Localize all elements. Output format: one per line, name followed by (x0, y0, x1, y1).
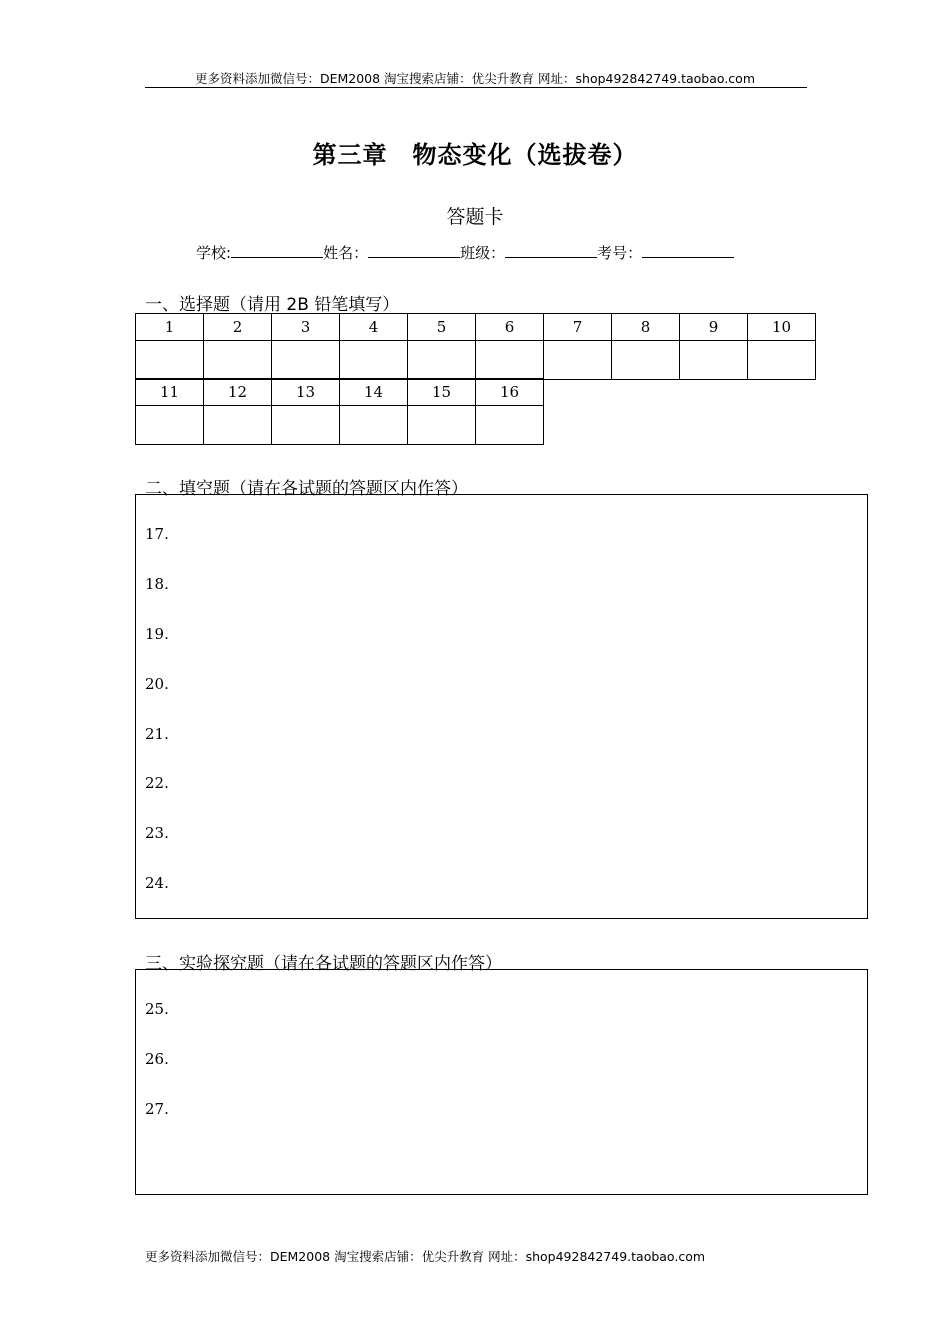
choice-number: 5 (408, 314, 476, 341)
page-title: 第三章 物态变化（选拔卷） (312, 141, 638, 169)
choice-number: 12 (204, 379, 272, 406)
choice-answer-cell[interactable] (136, 406, 204, 445)
choice-answer-row (136, 406, 544, 445)
experiment-answer-box[interactable] (135, 969, 868, 1195)
exam-number-label: 考号： (597, 244, 643, 262)
question-label: 25. (145, 1000, 169, 1018)
choice-answer-cell[interactable] (408, 341, 476, 380)
school-field[interactable] (231, 243, 323, 258)
choice-number: 1 (136, 314, 204, 341)
choice-answer-cell[interactable] (476, 341, 544, 380)
question-label: 21. (145, 725, 169, 743)
choice-number: 11 (136, 379, 204, 406)
name-label: 姓名： (323, 244, 369, 262)
choice-number: 8 (612, 314, 680, 341)
question-label: 22. (145, 774, 169, 792)
choice-answer-cell[interactable] (272, 341, 340, 380)
choice-number: 7 (544, 314, 612, 341)
choice-answer-cell[interactable] (748, 341, 816, 380)
page-footer-text: 更多资料添加微信号：DEM2008 淘宝搜索店铺：优尖升教育 网址：shop492842749.taobao.com (145, 1249, 706, 1264)
question-label: 27. (145, 1100, 169, 1118)
class-label: 班级： (460, 244, 506, 262)
question-label: 17. (145, 525, 169, 543)
choice-number-row (136, 314, 816, 341)
section-2-title: 二、填空题（请在各试题的答题区内作答） (145, 479, 468, 499)
choice-answer-cell[interactable] (340, 341, 408, 380)
section-1-title: 一、选择题（请用 2B 铅笔填写） (145, 295, 400, 315)
choice-answer-cell[interactable] (476, 406, 544, 445)
choice-answer-cell[interactable] (544, 341, 612, 380)
choice-answer-cell[interactable] (204, 406, 272, 445)
choice-number: 15 (408, 379, 476, 406)
question-label: 24. (145, 874, 169, 892)
choice-answer-cell[interactable] (612, 341, 680, 380)
choice-number: 13 (272, 379, 340, 406)
choice-answer-cell[interactable] (680, 341, 748, 380)
choice-answer-cell[interactable] (272, 406, 340, 445)
name-field[interactable] (368, 243, 460, 258)
choice-grid-row-2 (135, 378, 544, 445)
choice-answer-cell[interactable] (340, 406, 408, 445)
choice-answer-cell[interactable] (204, 341, 272, 380)
choice-number: 4 (340, 314, 408, 341)
question-label: 23. (145, 824, 169, 842)
choice-number: 3 (272, 314, 340, 341)
choice-grid-row-1 (135, 313, 816, 380)
page-header-text: 更多资料添加微信号：DEM2008 淘宝搜索店铺：优尖升教育 网址：shop492842749.taobao.com (194, 71, 756, 86)
choice-number: 6 (476, 314, 544, 341)
choice-number: 10 (748, 314, 816, 341)
question-label: 26. (145, 1050, 169, 1068)
choice-answer-cell[interactable] (408, 406, 476, 445)
choice-answer-cell[interactable] (136, 341, 204, 380)
choice-answer-row (136, 341, 816, 380)
choice-number: 2 (204, 314, 272, 341)
class-field[interactable] (505, 243, 597, 258)
header-divider (145, 87, 807, 88)
choice-number: 16 (476, 379, 544, 406)
question-label: 18. (145, 575, 169, 593)
choice-number-row (136, 379, 544, 406)
question-label: 20. (145, 675, 169, 693)
school-label: 学校: (196, 244, 232, 262)
student-info-line (196, 242, 734, 263)
question-label: 19. (145, 625, 169, 643)
choice-number: 9 (680, 314, 748, 341)
fill-in-answer-box[interactable] (135, 494, 868, 919)
section-3-title: 三、实验探究题（请在各试题的答题区内作答） (145, 954, 502, 974)
choice-number: 14 (340, 379, 408, 406)
exam-number-field[interactable] (642, 243, 734, 258)
answer-sheet-subtitle: 答题卡 (446, 206, 504, 228)
